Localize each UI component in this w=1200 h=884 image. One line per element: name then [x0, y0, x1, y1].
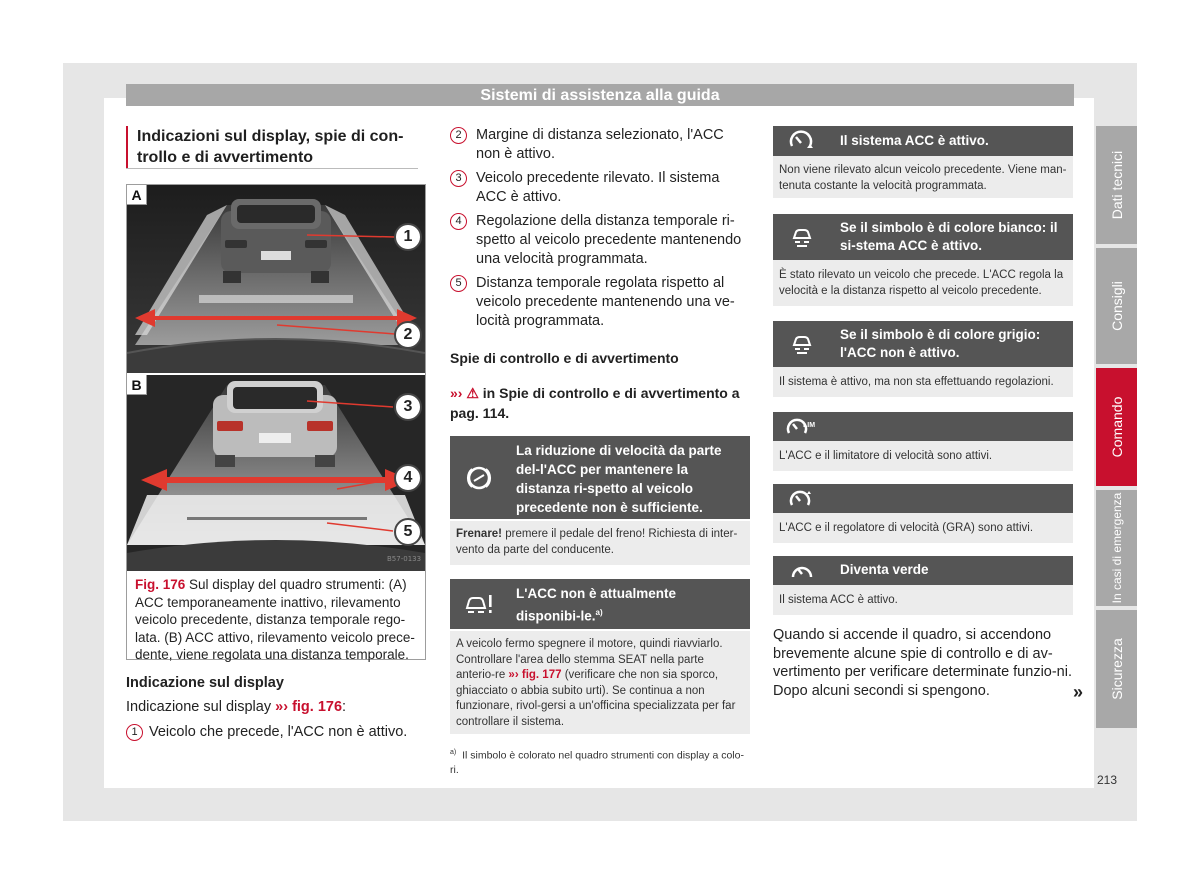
indicator-turns-green	[773, 556, 1073, 585]
acc-speedometer-icon	[773, 126, 831, 156]
panel-label-a: A	[127, 185, 147, 205]
indicator-note: L'ACC e il limitatore di velocità sono attivi.	[773, 441, 1073, 471]
item-text: Regolazione della distanza temporale ri-spetto al veicolo precedente mantenendo una velocità programmata.	[476, 213, 742, 267]
callout-2: 2	[394, 321, 422, 349]
tab-sicurezza[interactable]	[1096, 610, 1137, 728]
tab-in-casi-di-emergenza[interactable]	[1096, 490, 1137, 606]
callout-line-3	[307, 401, 393, 407]
item-text: Veicolo precedente rilevato. Il sistema ACC è attivo.	[476, 170, 720, 205]
indicator-title: Se il simbolo è di colore grigio: l'ACC non è attivo.	[840, 327, 1041, 360]
callout-1: 1	[394, 223, 422, 251]
callout-line-4	[337, 479, 393, 489]
item-number: 3	[450, 170, 467, 187]
warning-triangle-icon: ⚠	[466, 385, 479, 401]
figure-caption	[135, 576, 421, 664]
warning-title	[516, 584, 740, 626]
callout-3: 3	[394, 393, 422, 421]
tab-label: Sicurezza	[1108, 638, 1125, 700]
acc-brake-warning-icon	[450, 436, 508, 519]
item-text: Distanza temporale regolata rispetto al veicolo precedente mantenendo una ve-locità programmata.	[476, 275, 735, 329]
speedometer-icon	[773, 556, 831, 585]
figure-code: B57-0133	[387, 555, 422, 563]
tab-label: Consigli	[1108, 281, 1125, 331]
callout-line-2	[277, 325, 395, 334]
callout-line-5	[327, 523, 393, 531]
indicator-note: È stato rilevato un veicolo che precede. L'ACC regola la velocità e la distanza rispetto al veicolo precedente.	[773, 260, 1073, 306]
tab-label: Comando	[1108, 396, 1125, 458]
acc-car-icon	[773, 214, 831, 260]
chevron-link-icon: »›	[508, 669, 519, 681]
section-title: Indicazioni sul display, spie di con-trollo e di avvertimento	[126, 126, 418, 168]
lights-reference	[450, 384, 750, 423]
list-item-1	[126, 723, 426, 743]
note-text: (verificare che non sia sporco, ghiacciato o abbia subito urti). Se continua a non funzionare, rivol-gersi a un'officina specializzata per far controllare il sistema.	[456, 669, 736, 728]
callout-4: 4	[394, 464, 422, 492]
figure-number: Fig. 176	[135, 577, 186, 592]
list-item-2	[450, 126, 750, 164]
item-text: Veicolo che precede, l'ACC non è attivo.	[149, 724, 408, 740]
figure-link[interactable]: fig. 176	[292, 699, 343, 715]
warning-title: La riduzione di velocità da parte del-l'ACC per mantenere la distanza ri-spetto al veicolo precedente non è sufficiente.	[516, 443, 722, 515]
indicator-note: Non viene rilevato alcun veicolo precedente. Viene man-tenuta costante la velocità programmata.	[773, 156, 1073, 198]
indicator-note: L'ACC e il regolatore di velocità (GRA) sono attivi.	[773, 513, 1073, 543]
warning-note-unavailable	[450, 631, 750, 734]
callout-line-1	[307, 235, 395, 237]
chevron-link-icon: »›	[275, 699, 289, 715]
tab-label: Dati tecnici	[1108, 150, 1125, 220]
indicator-acc-grey	[773, 321, 1073, 367]
warning-note-braking	[450, 521, 750, 565]
list-item-5	[450, 274, 750, 331]
speed-limiter-icon	[773, 412, 831, 441]
footnote-marker: a)	[595, 608, 603, 617]
figure-link[interactable]: fig. 177	[521, 669, 562, 681]
footnote-text: Il simbolo è colorato nel quadro strumenti con display a colo-ri.	[450, 749, 744, 776]
acc-car-icon	[773, 321, 831, 367]
indicator-acc-active	[773, 126, 1073, 156]
item-number: 5	[450, 275, 467, 292]
callout-layer	[127, 185, 427, 575]
chevron-link-icon: »›	[450, 385, 463, 401]
list-item-4	[450, 212, 750, 269]
note-text: premere il pedale del freno! Richiesta di inter-vento da parte del conducente.	[456, 528, 738, 556]
list-item-3	[450, 169, 750, 207]
indicator-cruise-control	[773, 484, 1073, 513]
panel-label-b: B	[127, 375, 147, 395]
warning-box-unavailable	[450, 579, 750, 629]
acc-unavailable-icon	[450, 579, 508, 629]
indicator-note: Il sistema è attivo, ma non sta effettuando regolazioni.	[773, 367, 1073, 397]
section-divider	[126, 168, 418, 169]
indicator-title: Il sistema ACC è attivo.	[840, 133, 989, 148]
indicator-note: Il sistema ACC è attivo.	[773, 585, 1073, 615]
page-number: 213	[1097, 773, 1118, 787]
item-number: 4	[450, 213, 467, 230]
figure-176	[126, 184, 426, 660]
figure-caption-text: Sul display del quadro strumenti: (A) ACC temporaneamente inattivo, rilevamento veicolo precedente, distanza temporale rego-lata. (B) ACC attivo, rilevamento veicolo prece-dente, viene regolata una distanza temporale.	[135, 577, 415, 662]
tab-label: In casi di emergenza	[1109, 492, 1124, 604]
indicator-speed-limiter	[773, 412, 1073, 441]
item-number: 2	[450, 127, 467, 144]
display-heading: Indicazione sul display	[126, 675, 284, 691]
tab-comando[interactable]	[1096, 368, 1137, 486]
item-number: 1	[126, 724, 143, 741]
footnote	[450, 746, 750, 777]
indicator-title: Diventa verde	[840, 562, 929, 577]
note-text: A veicolo fermo spegnere il motore, quindi riavviarlo. Controllare l'area dello stemma SEAT nella parte anterio-re	[456, 638, 723, 681]
item-text: Margine di distanza selezionato, l'ACC non è attivo.	[476, 127, 724, 162]
continue-icon: »	[1073, 682, 1084, 702]
tab-consigli[interactable]	[1096, 248, 1137, 364]
cruise-control-icon	[773, 484, 831, 513]
intro-paragraph: Quando si accende il quadro, si accendono brevemente alcune spie di controllo e di av-vertimento per verificare determinate funzio-ni. Dopo alcuni secondi si spengono.	[773, 627, 1072, 699]
lights-heading: Spie di controllo e di avvertimento	[450, 350, 679, 366]
lights-reference-text[interactable]: in Spie di controllo e di avvertimento a pag. 114.	[450, 385, 740, 421]
footnote-marker: a)	[450, 749, 457, 756]
display-reference-text: Indicazione sul display	[126, 699, 272, 715]
indicator-title: Se il simbolo è di colore bianco: il si-stema ACC è attivo.	[840, 220, 1058, 253]
display-reference: Indicazione sul display »› fig. 176:	[126, 699, 347, 715]
warning-box-braking	[450, 436, 750, 519]
tab-dati-tecnici[interactable]	[1096, 126, 1137, 244]
note-emphasis: Frenare!	[456, 528, 503, 540]
callout-5: 5	[394, 518, 422, 546]
chapter-header: Sistemi di assistenza alla guida	[126, 84, 1074, 106]
limiter-icon-text: LIM	[803, 421, 816, 429]
warning-title-text: L'ACC non è attualmente disponibi-le.	[516, 586, 676, 624]
indicator-acc-white	[773, 214, 1073, 260]
